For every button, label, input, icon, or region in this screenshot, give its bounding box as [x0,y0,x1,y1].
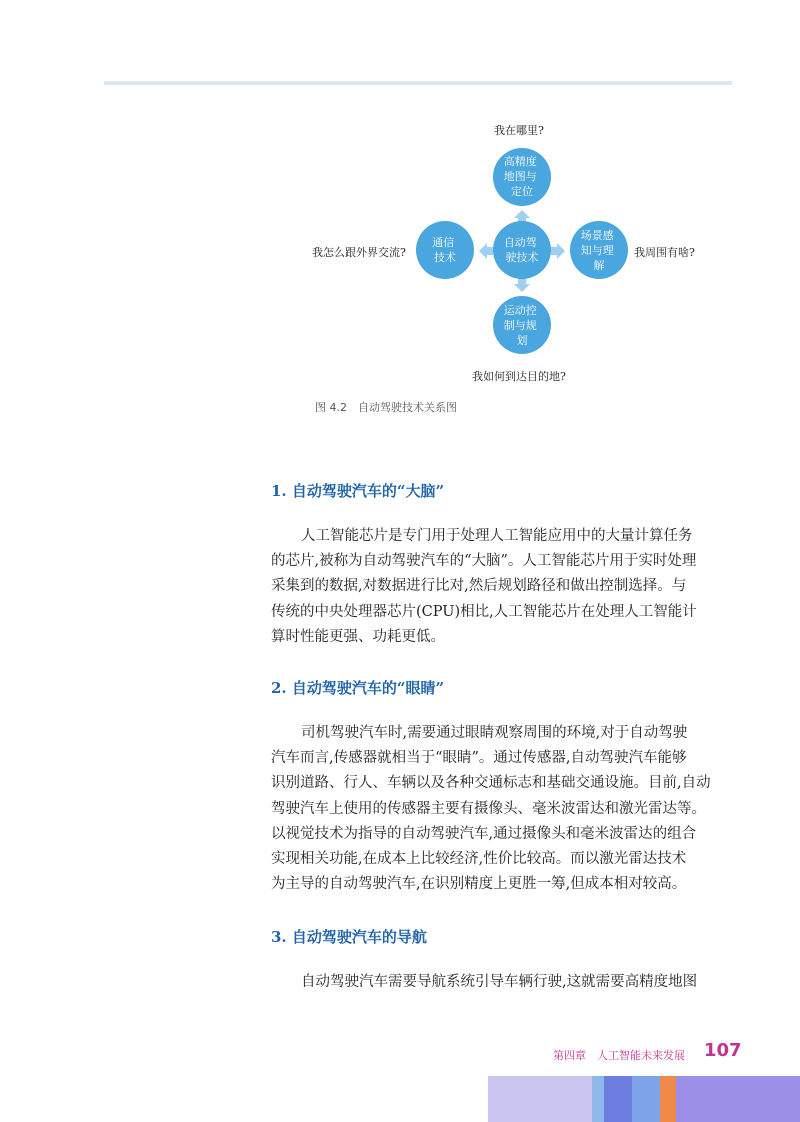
question-left: 我怎么跟外界交流? [312,246,406,259]
paragraph-line: 自动驾驶汽车需要导航系统引导车辆行驶,这就需要高精度地图 [301,974,698,990]
section-heading-1: 1. 自动驾驶汽车的“大脑” [271,482,445,500]
paragraph-line: 汽车而言,传感器就相当于“眼睛”。通过传感器,自动驾驶汽车能够 [271,750,687,767]
section-heading-2: 2. 自动驾驶汽车的“眼睛” [271,679,445,697]
diagram-svg [0,0,800,420]
node-left-circle [416,221,474,279]
paragraph-line: 的芯片,被称为自动驾驶汽车的“大脑”。人工智能芯片用于实时处理 [271,553,697,570]
paragraph-line: 实现相关功能,在成本上比较经济,性价比较高。而以激光雷达技术 [271,851,687,868]
node-right-label: 场景感 知与理 解 [580,229,614,272]
arrow-right-icon [551,243,565,259]
figure-caption: 图 4.2 自动驾驶技术关系图 [315,401,457,414]
section-paragraph-2 [271,721,736,897]
question-right: 我周围有啥? [634,246,695,259]
arrow-left-icon [479,243,493,259]
chapter-title: 第四章 人工智能未来发展 [553,1049,685,1062]
footer-bar [604,1076,632,1122]
page-number: 107 [704,1040,742,1061]
section-paragraph-3 [271,970,736,995]
paragraph-line: 以视觉技术为指导的自动驾驶汽车,通过摄像头和毫米波雷达的组合 [271,825,697,842]
node-top-label: 高精度 地图与 定位 [503,155,537,198]
footer-bar [676,1076,800,1122]
footer-bar [632,1076,660,1122]
section-paragraph-1 [271,524,736,650]
section-heading-3: 3. 自动驾驶汽车的导航 [271,928,427,946]
paragraph-line: 为主导的自动驾驶汽车,在识别精度上更胜一筹,但成本相对较高。 [271,876,687,893]
paragraph-line: 传统的中央处理器芯片(CPU)相比,人工智能芯片在处理人工智能计 [271,603,697,620]
paragraph-line: 识别道路、行人、车辆以及各种交通标志和基础交通设施。目前,自动 [271,775,711,792]
paragraph-line: 算时性能更强、功耗更低。 [271,628,445,645]
node-left-label: 通信 技术 [432,236,456,264]
paragraph-line: 人工智能芯片是专门用于处理人工智能应用中的大量计算任务 [301,528,693,544]
paragraph-line: 驾驶汽车上使用的传感器主要有摄像头、毫米波雷达和激光雷达等。 [271,800,706,817]
paragraph-line: 采集到的数据,对数据进行比对,然后规划路径和做出控制选择。与 [271,578,687,595]
tech-relationship-diagram [0,0,800,420]
node-center-circle [493,221,551,279]
footer-bar [488,1076,592,1122]
footer-bar [660,1076,676,1122]
paragraph-line: 司机驾驶汽车时,需要通过眼睛观察周围的环境,对于自动驾驶 [301,725,688,741]
node-bottom-label: 运动控 制与规 划 [503,304,537,347]
node-center-label: 自动驾 驶技术 [503,236,539,264]
footer-bar [592,1076,604,1122]
question-bottom: 我如何到达目的地? [472,370,566,383]
question-top: 我在哪里? [494,124,544,137]
arrow-down-icon [514,278,530,292]
